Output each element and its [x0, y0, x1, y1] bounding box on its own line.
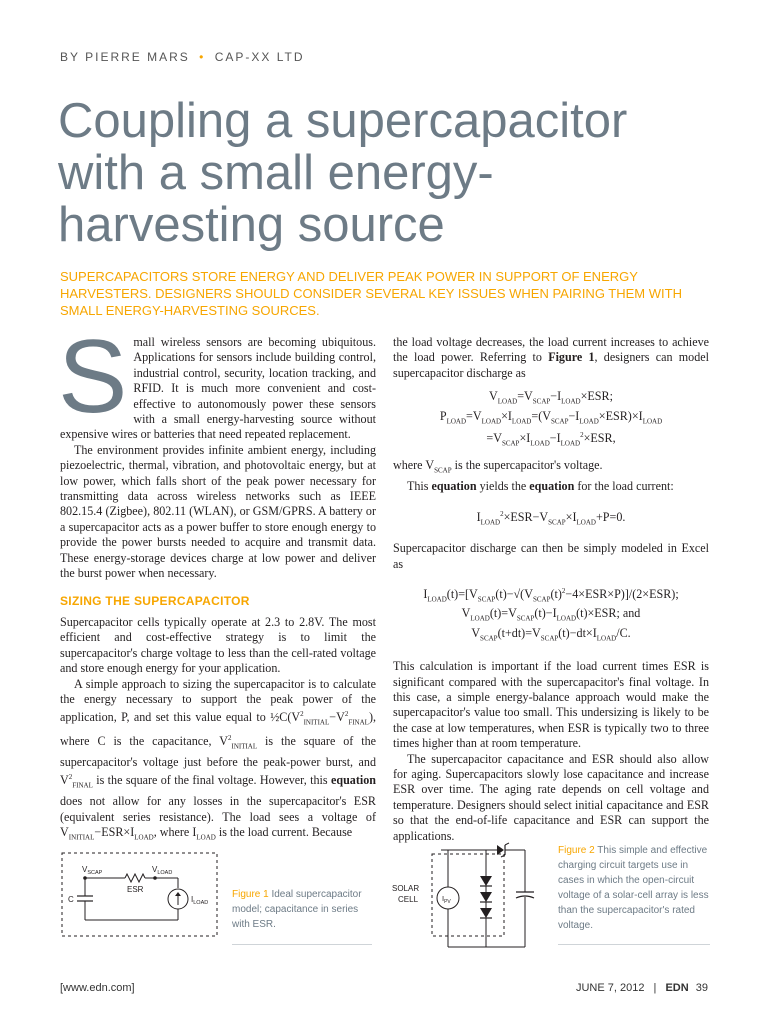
figure-1-rule: [232, 944, 372, 945]
footer-url: [www.edn.com]: [60, 982, 135, 994]
figure-1-caption-text: Ideal supercapacitor model; capacitance in series with ESR.: [232, 889, 362, 930]
figure-2-rule: [558, 944, 710, 945]
paragraph-5: the load voltage decreases, the load current increases to achieve the load power. Referring to Figure 1, designers can model supercapacitor discharge as: [393, 335, 709, 380]
byline-separator: •: [199, 50, 206, 64]
footer-magazine: EDN: [665, 982, 689, 994]
equation-discharge: $V_{LOAD}=V_{SCAP}-I_{LOAD}\times ESR$; $P_{LOAD}=V_{LOAD}\times I_{LOAD}=(V_{SCAP}-I_{LOAD}\times ESR)\times I_{LOAD}$ $=V_{SCAP}\times I_{LOAD}-I_{LOAD}^2\times ESR$,: [439, 389, 663, 448]
figure-1-circuit: [60, 848, 220, 938]
vscap-sub: SCAP: [87, 870, 103, 876]
footer-separator: |: [653, 982, 657, 994]
company: CAP-XX LTD: [214, 50, 305, 64]
article-deck: SUPERCAPACITORS STORE ENERGY AND DELIVER PEAK POWER IN SUPPORT OF ENERGY HARVESTERS. DESIGNERS SHOULD CONSIDER SEVERAL KEY ISSUES WHEN PAIRING THEM WITH SMALL ENERGY-HARVESTING SOURCES.: [60, 269, 682, 318]
paragraph-7: This equation yields the equation for the load current:: [407, 479, 674, 494]
drop-cap: S: [58, 319, 128, 435]
solar-label-line2: CELL: [398, 895, 419, 904]
svg-text:VSCAP: [82, 865, 103, 876]
vload-label: V: [152, 865, 158, 874]
esr-label: ESR: [127, 885, 144, 894]
figure-2-caption-text: This simple and effective charging circuit targets use in cases in which the open-circuit voltage of a solar-cell array is less than the supercapacitor's rated voltage.: [558, 845, 709, 931]
footer-page-number: 39: [695, 982, 708, 994]
svg-text:ILOAD: [191, 895, 208, 906]
paragraph-1: mall wireless sensors are becoming ubiquitous. Applications for sensors include building control, industrial control, security, location tracking, and RFID. It is much more convenient and cost-effective to autonomously power these sensors with a small energy-harvesting source without expensive wires or batteries that need repeated replacement.: [60, 335, 376, 442]
equation-excel-model: $I_{LOAD}(t)=[V_{SCAP}(t)-√(V_{SCAP}(t)^2-4\times ESR\times P)]/(2\times ESR)$; $V_{LOAD}(t)=V_{SCAP}(t)-I_{LOAD}(t)\times ESR$; and $V_{SCAP}(t+dt)=V_{SCAP}(t)-dt\times I_{LOAD}/C$.: [423, 586, 679, 643]
vscap-label: V: [82, 865, 88, 874]
column-2: [393, 335, 709, 844]
section-heading: SIZING THE SUPERCAPACITOR: [60, 593, 250, 608]
paragraph-8: Supercapacitor discharge can then be simply modeled in Excel as: [393, 541, 709, 571]
c-label: C: [68, 895, 74, 904]
footer-date: JUNE 7, 2012: [575, 982, 645, 994]
figure-2-caption: [558, 843, 710, 933]
paragraph-2: The environment provides infinite ambient energy, including piezoelectric, thermal, vibration, and photovoltaic energy, but at low power, which falls short of the peak power necessary for transmitting data across wireless networks such as IEEE 802.15.4 (Zigbee), 802.11 (WLAN), or GSM/GPRS. A battery or a supercapacitor acts as a power buffer to store enough energy to provide the power bursts needed to acquire and transmit data. These energy-storage devices charge at low power and deliver the burst power when necessary.: [60, 442, 376, 581]
byline: [60, 50, 305, 64]
column-1: [58, 319, 376, 846]
paragraph-9: This calculation is important if the load current times ESR is significant compared with the supercapacitor's final voltage. In this case, a simple energy-balance approach would make the supercapacitor's value too small. This undersizing is likely to be the case at low temperatures, when ESR is typically two to three times higher than at room temperature.: [393, 659, 709, 751]
equation-load-current: $I_{LOAD}^2\times ESR-V_{SCAP}\times I_{LOAD}+P=0$.: [476, 509, 626, 527]
iload-sub: LOAD: [193, 900, 209, 906]
paragraph-3: Supercapacitor cells typically operate at 2.3 to 2.8V. The most efficient and cost-effective strategy is to limit the supercapacitor's charge voltage to less than the cell-rated voltage and store enough energy for your application.: [60, 614, 376, 676]
figure-1-caption: [232, 887, 372, 932]
ipv-label: I: [442, 894, 445, 903]
svg-text:VLOAD: [152, 865, 172, 876]
vload-sub: LOAD: [157, 870, 173, 876]
iload-label: I: [191, 895, 194, 904]
figure-2-label: Figure 2: [558, 845, 595, 856]
paragraph-6: where $V_{SCAP}$ is the supercapacitor's voltage.: [393, 458, 603, 475]
solar-label-line1: SOLAR: [392, 884, 420, 893]
article-title: Coupling a supercapacitor with a small energy-harvesting source: [58, 94, 628, 252]
author: BY PIERRE MARS: [60, 50, 190, 64]
svg-text:IPV: [442, 894, 451, 905]
paragraph-4: A simple approach to sizing the supercapacitor is to calculate the energy necessary to support the peak power of the application, P, and set this value equal to $\frac{1}{2}C(V^2_{INITIAL}-V^2_{FINAL})$, where C is the capacitance, $V^2_{INITIAL}$ is the square of the supercapacitor's voltage just before the peak-power burst, and $V^2_{FINAL}$ is the square of the final voltage. However, this equation does not allow for any losses in the supercapacitor's ESR (equivalent series resistance). The load sees a voltage of $V_{INITIAL}-ESR\times I_{LOAD}$, where $I_{LOAD}$ is the load current. Because: [60, 676, 376, 842]
figure-1-label: Figure 1: [232, 889, 269, 900]
paragraph-10: The supercapacitor capacitance and ESR should also allow for aging. Supercapacitors slowly lose capacitance and increase ESR over time. The aging rate depends on cell voltage and temperature. Designers should select initial capacitance and ESR so that the end-of-life capacitance and ESR can support the applications.: [393, 751, 709, 843]
footer-page-info: [576, 982, 708, 994]
figure-2-circuit: [392, 832, 552, 957]
ipv-sub: PV: [444, 899, 451, 905]
